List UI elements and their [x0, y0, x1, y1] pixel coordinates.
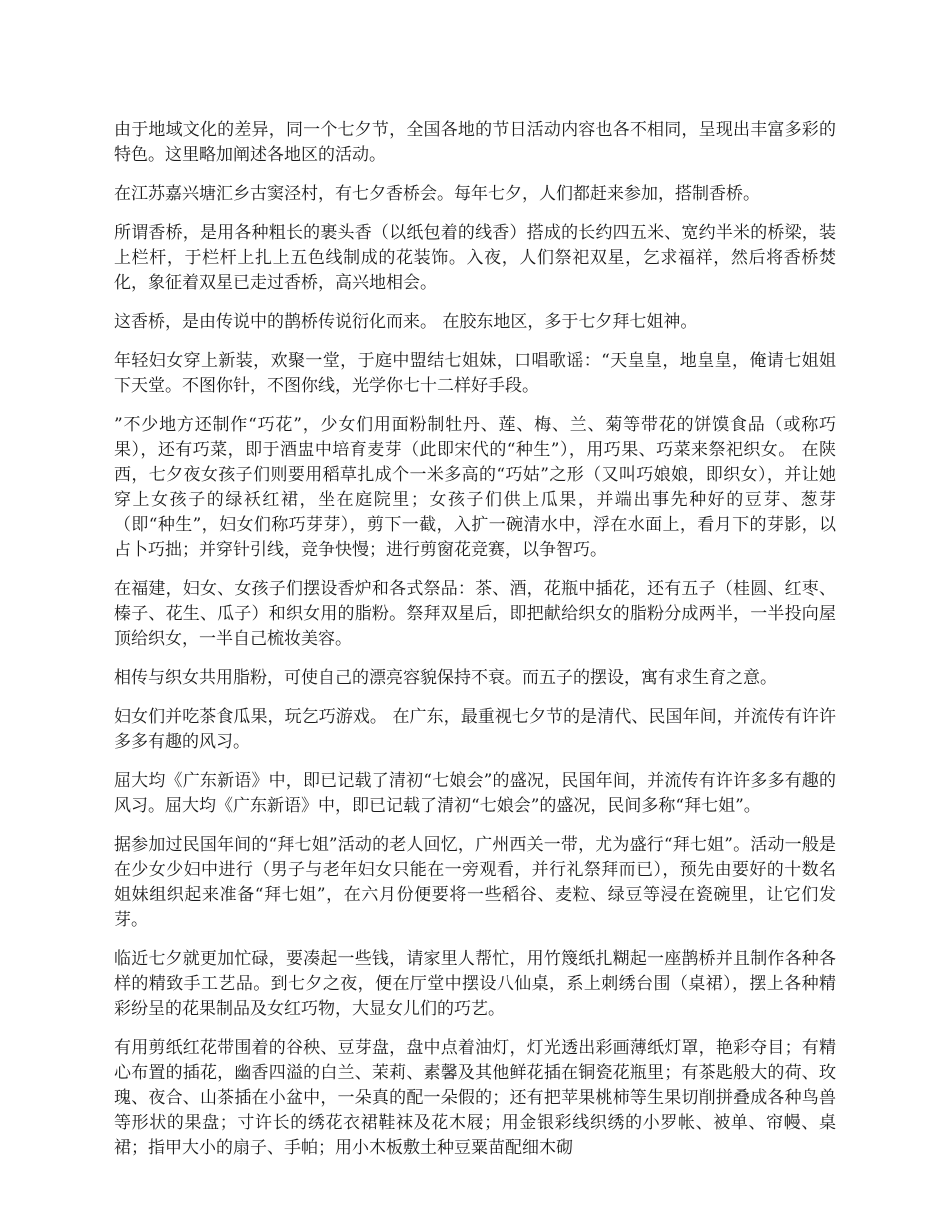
paragraph-6: ”不少地方还制作“巧花”，少女们用面粉制牡丹、莲、梅、兰、菊等带花的饼馍食品（或称巧果），还有巧菜，即于酒盅中培育麦芽（此即宋代的“种生”），用巧果、巧菜来祭祀织女。 在陕西，七夕夜女孩子们则要用稻草扎成个一米多高的“巧姑”之形（又叫巧娘娘，即织女），并让她穿上女孩子的绿袄红裙，坐在庭院里；女孩子们供上瓜果，并端出事先种好的豆芽、葱芽（即“种生”，妇女们称巧芽芽），剪下一截，入扩一碗清水中，浮在水面上，看月下的芽影，以占卜巧拙；并穿针引线，竞争快慢；进行剪窗花竞赛，以争智巧。 [114, 415, 836, 560]
paragraph-13: 有用剪纸红花带围着的谷秧、豆芽盘，盘中点着油灯，灯光透出彩画薄纸灯罩，艳彩夺目；有精心布置的插花，幽香四溢的白兰、茉莉、素馨及其他鲜花插在铜瓷花瓶里；有茶匙般大的荷、玫瑰、夜合、山茶插在小盆中，一朵真的配一朵假的；还有把苹果桃柿等生果切削拼叠成各种鸟兽等形状的果盘；寸许长的绣花衣裙鞋袜及花木屐；用金银彩线织绣的小罗帐、被单、帘幔、桌裙；指甲大小的扇子、手帕；用小木板敷土种豆粟苗配细木砌 [114, 1038, 836, 1158]
paragraph-2: 在江苏嘉兴塘汇乡古窦泾村，有七夕香桥会。每年七夕，人们都赶来参加，搭制香桥。 [114, 184, 760, 204]
paragraph-11: 据参加过民国年间的“拜七姐”活动的老人回忆，广州西关一带，尤为盛行“拜七姐”。活动一般是在少女少妇中进行（男子与老年妇女只能在一旁观看，并行礼祭拜而已），预先由要好的十数名姐妹组织起来准备“拜七姐”，在六月份便要将一些稻谷、麦粒、绿豆等浸在瓷碗里，让它们发芽。 [114, 835, 836, 930]
document-body [114, 118, 836, 1175]
paragraph-7: 在福建，妇女、女孩子们摆设香炉和各式祭品：茶、酒，花瓶中插花，还有五子（桂圆、红枣、榛子、花生、瓜子）和织女用的脂粉。祭拜双星后，即把献给织女的脂粉分成两半，一半投向屋顶给织女，一半自己梳妆美容。 [114, 579, 836, 649]
paragraph-4: 这香桥，是由传说中的鹊桥传说衍化而来。 在胶东地区，多于七夕拜七姐神。 [114, 312, 698, 332]
paragraph-1: 由于地域文化的差异，同一个七夕节，全国各地的节日活动内容也各不相同，呈现出丰富多彩的特色。这里略加阐述各地区的活动。 [114, 120, 836, 165]
paragraph-12: 临近七夕就更加忙碌，要凑起一些钱，请家里人帮忙，用竹篾纸扎糊起一座鹊桥并且制作各种各样的精致手工艺品。到七夕之夜，便在厅堂中摆设八仙桌，系上刺绣台围（桌裙），摆上各种精彩纷呈的花果制品及女红巧物，大显女儿们的巧艺。 [114, 949, 836, 1019]
paragraph-9: 妇女们并吃茶食瓜果，玩乞巧游戏。 在广东，最重视七夕节的是清代、民国年间，并流传有许许多多有趣的风习。 [114, 707, 836, 752]
paragraph-8: 相传与织女共用脂粉，可使自己的漂亮容貌保持不衰。而五子的摆设，寓有求生育之意。 [114, 668, 777, 688]
paragraph-3: 所谓香桥，是用各种粗长的裹头香（以纸包着的线香）搭成的长约四五米、宽约半米的桥梁，装上栏杆，于栏杆上扎上五色线制成的花装饰。入夜，人们祭祀双星，乞求福祥，然后将香桥焚化，象征着双星已走过香桥，高兴地相会。 [114, 223, 836, 293]
paragraph-5: 年轻妇女穿上新装，欢聚一堂，于庭中盟结七姐妹，口唱歌谣：“天皇皇，地皇皇，俺请七姐姐下天堂。不图你针，不图你线，光学你七十二样好手段。 [114, 351, 836, 396]
paragraph-10: 屈大均《广东新语》中，即已记载了清初“七娘会”的盛况，民国年间，并流传有许许多多有趣的风习。屈大均《广东新语》中，即已记载了清初“七娘会”的盛况，民间多称“拜七姐”。 [114, 771, 836, 816]
